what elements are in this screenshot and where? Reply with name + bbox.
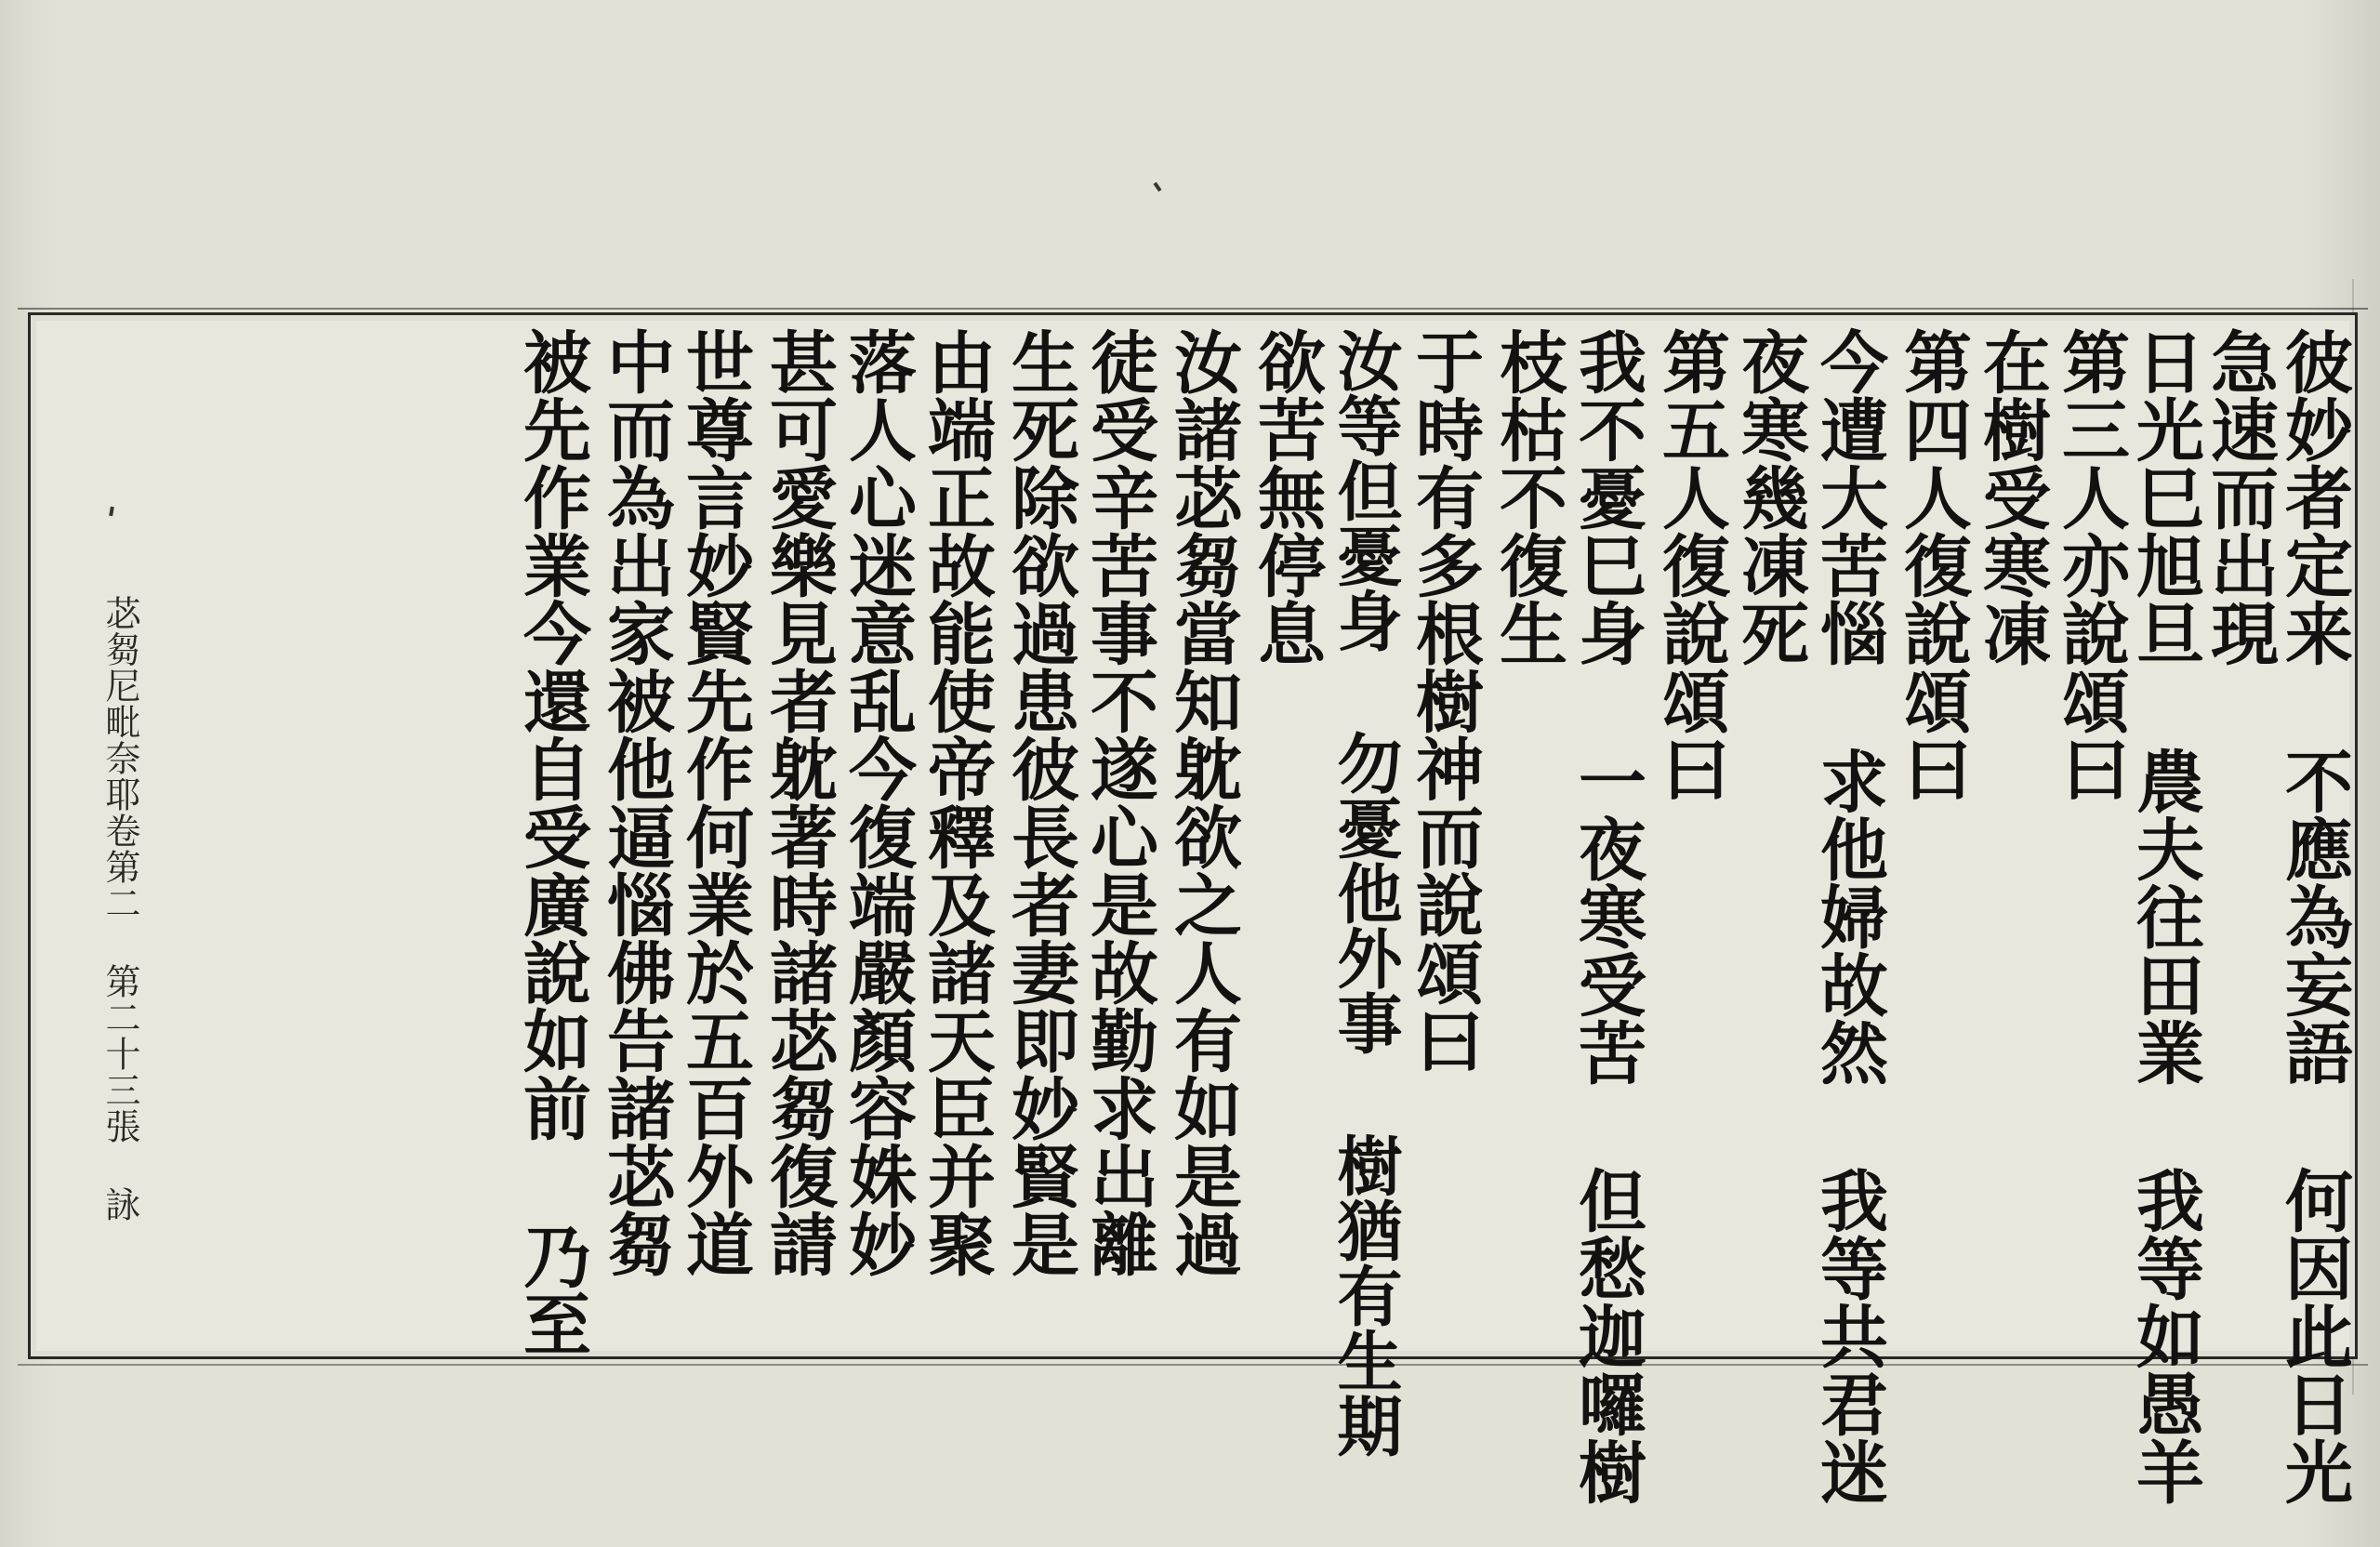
text-column-17: 生死除欲過患彼長者妻即妙賢是 xyxy=(999,327,1079,1277)
text-column-1: 彼妙者定来 不應為妄語 何因此日光 xyxy=(2273,327,2353,1505)
text-column-14: 欲苦無停息 xyxy=(1246,327,1326,667)
text-column-23: 被先作業今還自受廣說如前 乃至 xyxy=(511,327,591,1357)
text-column-21: 世尊言妙賢先作何業於五百外道 xyxy=(674,327,754,1277)
text-column-11: 枝枯不復生 xyxy=(1488,327,1567,667)
ink-speck xyxy=(1153,182,1161,192)
text-column-5: 在樹受寒凍 xyxy=(1971,327,2051,667)
text-column-6: 第四人復說頌曰 xyxy=(1892,327,1972,802)
text-column-20: 甚可愛樂見者躭著時諸苾芻復請 xyxy=(758,327,838,1277)
text-column-16: 徒受辛苦事不遂心是故勤求出離 xyxy=(1078,327,1158,1277)
text-column-18: 由端正故能使帝釋及諸天臣并聚 xyxy=(916,327,996,1277)
text-column-3: 日光巳旭旦 農夫往田業 我等如愚羊 xyxy=(2124,327,2204,1505)
text-column-10: 我不憂巳身 一夜寒受苦 但愁迦囉樹 xyxy=(1567,327,1646,1505)
text-column-4: 第三人亦說頌曰 xyxy=(2050,327,2130,802)
volume-footer: 苾芻尼毗奈耶卷第二 第二十三張 詠 xyxy=(99,595,140,1223)
text-column-22: 中而為出家被他逼惱佛告諸苾芻 xyxy=(595,327,675,1277)
text-column-19: 落人心迷意乱今復端嚴顏容姝妙 xyxy=(837,327,917,1277)
text-column-9: 第五人復說頌曰 xyxy=(1650,327,1730,802)
text-column-13: 汝等但憂身 勿憂他外事 樹猶有生期 xyxy=(1327,327,1404,1458)
text-column-2: 急速而出現 xyxy=(2199,327,2279,667)
text-column-15: 汝諸苾芻當知躭欲之人有如是過 xyxy=(1162,327,1242,1277)
text-column-7: 今遭大苦惱 求他婦故然 我等共君迷 xyxy=(1808,327,1888,1505)
text-column-12: 于時有多根樹神而說頌曰 xyxy=(1404,327,1484,1074)
text-column-8: 夜寒幾凍死 xyxy=(1729,327,1809,667)
